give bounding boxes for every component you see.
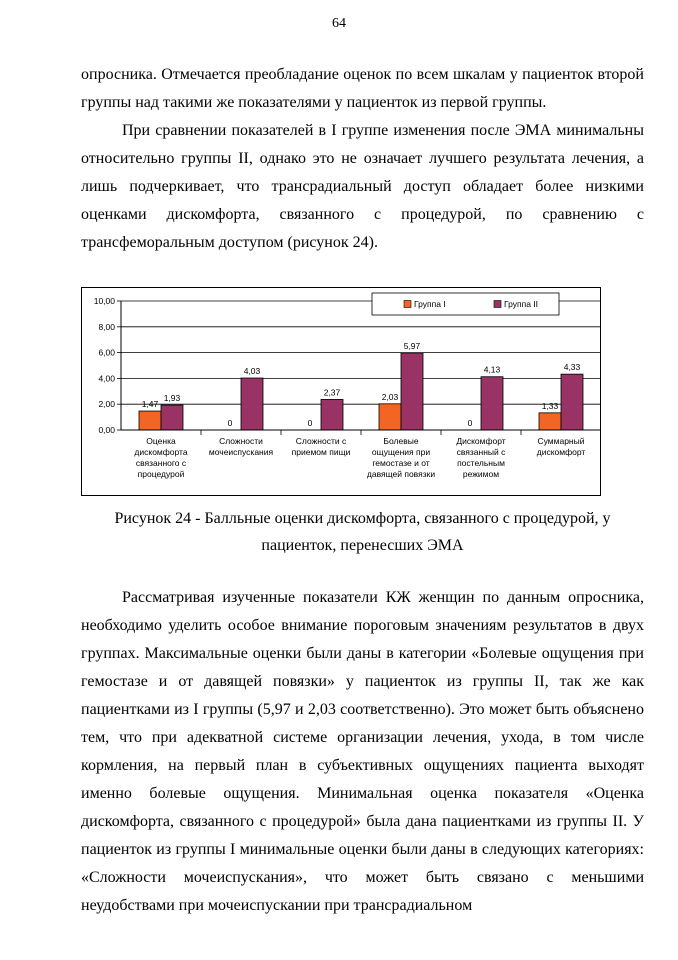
y-tick-label: 10,00 [93, 296, 115, 306]
bar [241, 378, 263, 430]
figure-24 [81, 287, 601, 496]
bar [321, 399, 343, 430]
y-tick-label: 2,00 [98, 399, 115, 410]
bar [561, 374, 583, 430]
legend-label: Группа II [504, 299, 539, 309]
data-label: 0 [227, 418, 233, 428]
legend-swatch [404, 301, 411, 308]
data-label: 4,03 [243, 366, 261, 377]
data-label: 5,97 [403, 340, 421, 351]
bar [401, 353, 423, 430]
x-tick-label: Болевые ощущения при гемостазе и от давящей повязки [366, 436, 436, 479]
data-label: 2,03 [381, 391, 399, 402]
y-tick-label: 0,00 [98, 425, 115, 435]
paragraph-2: При сравнении показателей в I группе изменения после ЭМА минимальны относительно группы II, однако это не означает лучшего результата лечения, а лишь подчеркивает, что трансрадиальный доступ обладает более низкими оценками дискомфорта, связанного с процедурой, по сравнению с трансфеморальным доступом (рисунок 24). [81, 122, 644, 251]
x-tick-label: Сложности с приемом пищи [291, 436, 351, 457]
figure-caption [81, 505, 644, 559]
data-label: 1,47 [141, 399, 159, 410]
data-label: 2,37 [323, 387, 341, 398]
data-label: 4,13 [483, 364, 501, 375]
y-tick-label: 4,00 [98, 373, 115, 384]
caption-line-2: пациенток, перенесших ЭМА [261, 537, 464, 554]
data-label: 0 [467, 418, 473, 428]
bar [379, 404, 401, 430]
paragraph-3: Рассматривая изученные показатели КЖ женщин по данным опросника, необходимо уделить особое внимание пороговым значениям результатов в двух группах. Максимальные оценки были даны в категории «Болевые ощущения при гемостазе и от давящей повязки» у пациенток из группы II, так же как пациентками из I группы (5,97 и 2,03 соответственно). Это может быть объяснено тем, что при адекватной системе организации лечения, ухода, в том числе кормления, на первый план в субъективных ощущениях пациента выходят именно болевые ощущения. Минимальная оценка показателя «Оценка дискомфорта, связанного с процедурой» была дана пациентками из группы II. У пациенток из группы I минимальные оценки были даны в следующих категориях: «Сложности мочеиспускания», что может быть связано с меньшими неудобствами при мочеиспускании при трансрадиальном [81, 589, 644, 914]
bar [161, 405, 183, 430]
caption-line-1: Рисунок 24 - Балльные оценки дискомфорта, связанного с процедурой, у [114, 510, 611, 527]
data-label: 4,33 [563, 362, 581, 373]
bar [539, 413, 561, 430]
page-number: 64 [332, 16, 346, 31]
legend-label: Группа I [414, 299, 446, 309]
bar [139, 411, 161, 430]
bar [481, 377, 503, 430]
data-label: 1,93 [163, 393, 181, 404]
data-label: 0 [307, 418, 313, 428]
x-tick-label: Оценка дискомфорта связанного с процедурой [134, 436, 188, 479]
x-tick-label: Суммарный дискомфорт [536, 436, 586, 457]
bar-chart [81, 287, 601, 496]
x-tick-label: Сложности мочеиспускания [208, 436, 274, 457]
paragraph-1: опросника. Отмечается преобладание оценок по всем шкалам у пациенток второй группы над такими же показателями у пациенток из первой группы. [81, 66, 644, 111]
data-label: 1,33 [541, 400, 559, 411]
y-tick-label: 8,00 [98, 321, 115, 332]
legend-swatch [494, 301, 501, 308]
y-tick-label: 6,00 [98, 347, 115, 358]
x-tick-label: Дискомфорт связанный с постельным режимом [456, 436, 506, 479]
